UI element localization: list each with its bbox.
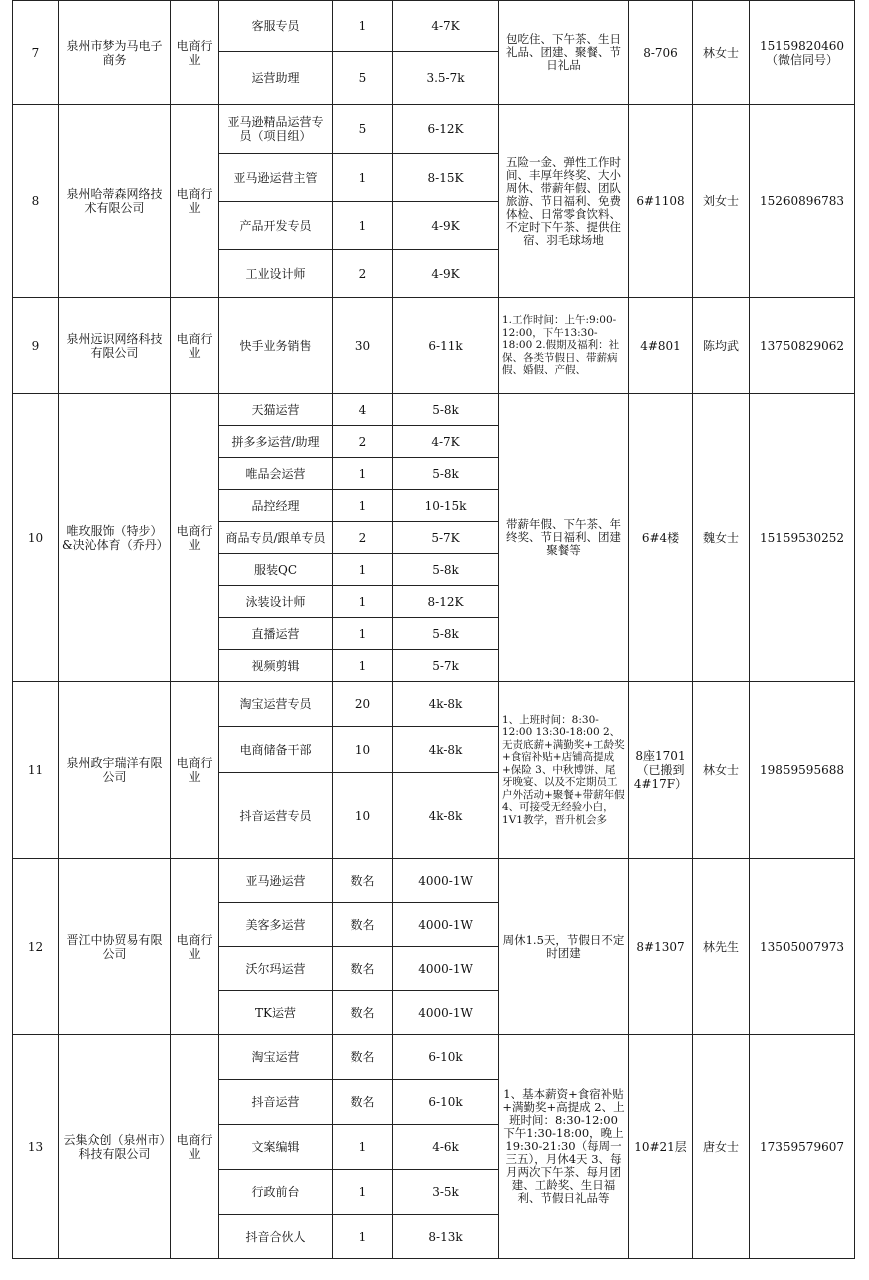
table-row bbox=[13, 859, 855, 903]
job-salary: 3.5-7k bbox=[393, 52, 499, 105]
table-row bbox=[13, 682, 855, 727]
company-name: 泉州哈蒂森网络技术有限公司 bbox=[59, 105, 171, 298]
job-count: 1 bbox=[333, 1170, 393, 1215]
job-count: 1 bbox=[333, 490, 393, 522]
room-number: 6#1108 bbox=[629, 105, 693, 298]
benefits: 1、上班时间：8:30-12:00 13:30-18:00 2、无责底薪+满勤奖+工龄奖+食宿补贴+店铺高提成+保险 3、中秋博饼、尾牙晚宴、以及不定期员工户外活动+聚餐+带薪年假 4、可接受无经验小白，1V1教学，晋升机会多 bbox=[499, 682, 629, 859]
job-title: 天猫运营 bbox=[219, 394, 333, 426]
contact-person: 刘女士 bbox=[693, 105, 750, 298]
job-title: 唯品会运营 bbox=[219, 458, 333, 490]
job-salary: 4-7K bbox=[393, 1, 499, 52]
room-number: 4#801 bbox=[629, 298, 693, 394]
job-count: 数名 bbox=[333, 991, 393, 1035]
job-salary: 5-8k bbox=[393, 618, 499, 650]
company-name: 泉州远识网络科技有限公司 bbox=[59, 298, 171, 394]
job-count: 数名 bbox=[333, 1080, 393, 1125]
job-salary: 8-12K bbox=[393, 586, 499, 618]
job-salary: 3-5k bbox=[393, 1170, 499, 1215]
phone-number: 13505007973 bbox=[750, 859, 855, 1035]
benefits: 五险一金、弹性工作时间、丰厚年终奖、大小周休、带薪年假、团队旅游、节日福利、免费体检、日常零食饮料、不定时下午茶、提供住宿、羽毛球场地 bbox=[499, 105, 629, 298]
phone-number: 15159530252 bbox=[750, 394, 855, 682]
job-title: 拼多多运营/助理 bbox=[219, 426, 333, 458]
company-name: 泉州市梦为马电子商务 bbox=[59, 1, 171, 105]
contact-person: 魏女士 bbox=[693, 394, 750, 682]
job-salary: 4000-1W bbox=[393, 947, 499, 991]
industry: 电商行业 bbox=[171, 394, 219, 682]
job-title: 行政前台 bbox=[219, 1170, 333, 1215]
table-row bbox=[13, 105, 855, 154]
phone-number: 15260896783 bbox=[750, 105, 855, 298]
job-count: 1 bbox=[333, 1125, 393, 1170]
contact-person: 唐女士 bbox=[693, 1035, 750, 1259]
industry: 电商行业 bbox=[171, 1, 219, 105]
job-salary: 8-13k bbox=[393, 1215, 499, 1259]
industry: 电商行业 bbox=[171, 859, 219, 1035]
job-count: 2 bbox=[333, 250, 393, 298]
contact-person: 林女士 bbox=[693, 1, 750, 105]
room-number: 10#21层 bbox=[629, 1035, 693, 1259]
job-title: 美客多运营 bbox=[219, 903, 333, 947]
job-salary: 5-8k bbox=[393, 458, 499, 490]
job-count: 1 bbox=[333, 154, 393, 202]
table-row bbox=[13, 1035, 855, 1080]
job-salary: 5-7K bbox=[393, 522, 499, 554]
job-salary: 4000-1W bbox=[393, 991, 499, 1035]
company-name: 晋江中协贸易有限公司 bbox=[59, 859, 171, 1035]
industry: 电商行业 bbox=[171, 1035, 219, 1259]
company-name: 唯玫服饰（特步）&决沁体育（乔丹） bbox=[59, 394, 171, 682]
job-title: 亚马逊运营主管 bbox=[219, 154, 333, 202]
contact-person: 林先生 bbox=[693, 859, 750, 1035]
job-salary: 4k-8k bbox=[393, 727, 499, 773]
job-title: 泳装设计师 bbox=[219, 586, 333, 618]
industry: 电商行业 bbox=[171, 105, 219, 298]
job-count: 10 bbox=[333, 773, 393, 859]
industry: 电商行业 bbox=[171, 298, 219, 394]
phone-number: 13750829062 bbox=[750, 298, 855, 394]
job-title: 品控经理 bbox=[219, 490, 333, 522]
job-count: 1 bbox=[333, 586, 393, 618]
job-salary: 4k-8k bbox=[393, 682, 499, 727]
job-count: 1 bbox=[333, 458, 393, 490]
job-title: 商品专员/跟单专员 bbox=[219, 522, 333, 554]
job-salary: 6-12K bbox=[393, 105, 499, 154]
job-salary: 10-15k bbox=[393, 490, 499, 522]
job-count: 10 bbox=[333, 727, 393, 773]
table-row bbox=[13, 298, 855, 394]
job-title: 产品开发专员 bbox=[219, 202, 333, 250]
job-title: 直播运营 bbox=[219, 618, 333, 650]
company-name: 泉州政宇瑞洋有限公司 bbox=[59, 682, 171, 859]
job-salary: 5-8k bbox=[393, 394, 499, 426]
job-salary: 4000-1W bbox=[393, 903, 499, 947]
job-title: 抖音运营专员 bbox=[219, 773, 333, 859]
job-count: 1 bbox=[333, 554, 393, 586]
job-title: 抖音合伙人 bbox=[219, 1215, 333, 1259]
job-title: 抖音运营 bbox=[219, 1080, 333, 1125]
job-count: 30 bbox=[333, 298, 393, 394]
company-number: 13 bbox=[13, 1035, 59, 1259]
job-count: 4 bbox=[333, 394, 393, 426]
room-number: 8-706 bbox=[629, 1, 693, 105]
job-salary: 4-9K bbox=[393, 250, 499, 298]
job-count: 20 bbox=[333, 682, 393, 727]
job-salary: 6-10k bbox=[393, 1080, 499, 1125]
job-title: 客服专员 bbox=[219, 1, 333, 52]
company-number: 11 bbox=[13, 682, 59, 859]
job-title: 沃尔玛运营 bbox=[219, 947, 333, 991]
job-title: 快手业务销售 bbox=[219, 298, 333, 394]
job-salary: 4k-8k bbox=[393, 773, 499, 859]
room-number: 8座1701（已搬到4#17F） bbox=[629, 682, 693, 859]
job-count: 1 bbox=[333, 618, 393, 650]
job-count: 数名 bbox=[333, 947, 393, 991]
company-number: 8 bbox=[13, 105, 59, 298]
job-count: 1 bbox=[333, 650, 393, 682]
job-title: 淘宝运营 bbox=[219, 1035, 333, 1080]
benefits: 1、基本薪资+食宿补贴+满勤奖+高提成 2、上班时间：8:30-12:00 下午1:30-18:00，晚上19:30-21:30（每周一三五），月休4天 3、每月两次下午茶、每月团建、工龄奖、生日福利、节假日礼品等 bbox=[499, 1035, 629, 1259]
industry: 电商行业 bbox=[171, 682, 219, 859]
job-salary: 4-7K bbox=[393, 426, 499, 458]
job-count: 数名 bbox=[333, 903, 393, 947]
benefits: 包吃住、下午茶、生日礼品、团建、聚餐、节日礼品 bbox=[499, 1, 629, 105]
job-count: 5 bbox=[333, 52, 393, 105]
job-count: 5 bbox=[333, 105, 393, 154]
job-salary: 5-7k bbox=[393, 650, 499, 682]
table-row bbox=[13, 1, 855, 52]
job-title: 亚马逊运营 bbox=[219, 859, 333, 903]
company-number: 10 bbox=[13, 394, 59, 682]
job-count: 2 bbox=[333, 426, 393, 458]
phone-number: 15159820460（微信同号） bbox=[750, 1, 855, 105]
job-title: 电商储备干部 bbox=[219, 727, 333, 773]
job-salary: 4-9K bbox=[393, 202, 499, 250]
table-row bbox=[13, 394, 855, 426]
job-salary: 6-10k bbox=[393, 1035, 499, 1080]
contact-person: 陈均武 bbox=[693, 298, 750, 394]
job-title: 亚马逊精品运营专员（项目组） bbox=[219, 105, 333, 154]
company-number: 9 bbox=[13, 298, 59, 394]
job-title: 运营助理 bbox=[219, 52, 333, 105]
job-title: 文案编辑 bbox=[219, 1125, 333, 1170]
room-number: 6#4楼 bbox=[629, 394, 693, 682]
job-salary: 4000-1W bbox=[393, 859, 499, 903]
job-salary: 4-6k bbox=[393, 1125, 499, 1170]
job-listing-table bbox=[12, 0, 854, 1259]
benefits: 1.工作时间：上午:9:00-12:00，下午13:30-18:00 2.假期及福利：社保、各类节假日、带薪病假、婚假、产假、 bbox=[499, 298, 629, 394]
job-title: 工业设计师 bbox=[219, 250, 333, 298]
room-number: 8#1307 bbox=[629, 859, 693, 1035]
job-count: 数名 bbox=[333, 859, 393, 903]
job-count: 1 bbox=[333, 1215, 393, 1259]
benefits: 周休1.5天，节假日不定时团建 bbox=[499, 859, 629, 1035]
job-title: 视频剪辑 bbox=[219, 650, 333, 682]
job-salary: 6-11k bbox=[393, 298, 499, 394]
job-title: TK运营 bbox=[219, 991, 333, 1035]
job-title: 服装QC bbox=[219, 554, 333, 586]
job-count: 2 bbox=[333, 522, 393, 554]
benefits: 带薪年假、下午茶、年终奖、节日福利、团建聚餐等 bbox=[499, 394, 629, 682]
company-number: 12 bbox=[13, 859, 59, 1035]
job-salary: 5-8k bbox=[393, 554, 499, 586]
company-number: 7 bbox=[13, 1, 59, 105]
phone-number: 19859595688 bbox=[750, 682, 855, 859]
phone-number: 17359579607 bbox=[750, 1035, 855, 1259]
job-salary: 8-15K bbox=[393, 154, 499, 202]
job-count: 1 bbox=[333, 1, 393, 52]
job-title: 淘宝运营专员 bbox=[219, 682, 333, 727]
company-name: 云集众创（泉州市）科技有限公司 bbox=[59, 1035, 171, 1259]
job-count: 数名 bbox=[333, 1035, 393, 1080]
job-count: 1 bbox=[333, 202, 393, 250]
contact-person: 林女士 bbox=[693, 682, 750, 859]
